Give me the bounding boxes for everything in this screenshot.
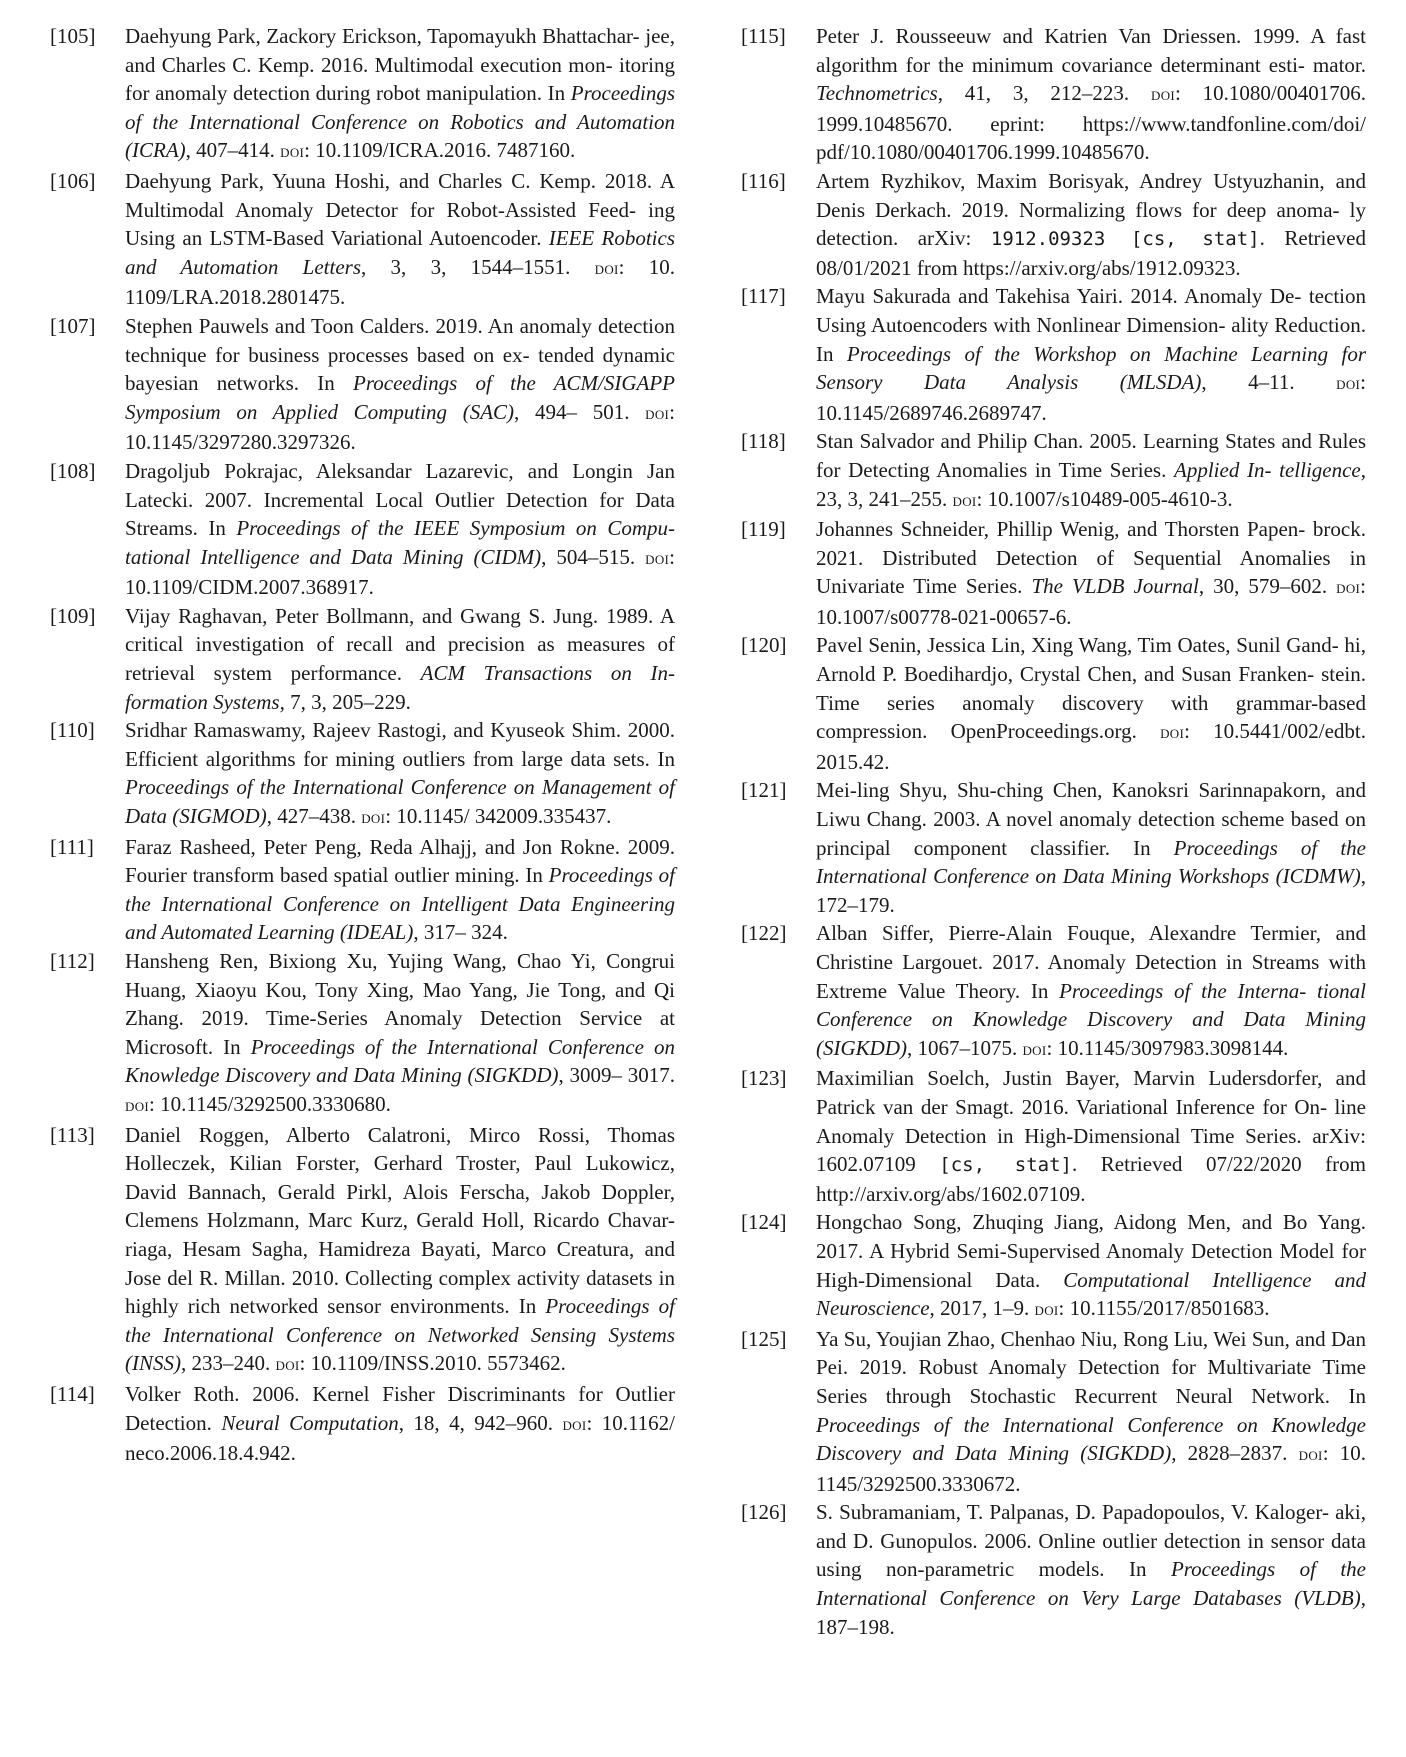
reference-entry	[741, 776, 1366, 919]
reference-entry	[741, 1208, 1366, 1324]
reference-venue: Proceedings of the International Conference on Knowledge Discovery and Data Mining (SIGKDD)	[125, 1034, 675, 1088]
reference-entry	[741, 282, 1366, 427]
reference-text	[816, 1208, 1366, 1324]
reference-venue: Proceedings of the Workshop on Machine Learning for Sensory Data Analysis (MLSDA)	[816, 341, 1366, 395]
reference-segment: : 10.1145/3297280.3297326.	[125, 399, 675, 455]
reference-number: [108]	[50, 458, 96, 483]
reference-column-right	[741, 22, 1366, 1641]
doi-label: doi	[1151, 84, 1176, 106]
reference-segment: , 18, 4, 942–960.	[398, 1410, 563, 1435]
reference-entry	[741, 1498, 1366, 1641]
reference-number: [107]	[50, 313, 96, 338]
reference-number: [123]	[741, 1066, 787, 1091]
reference-text	[125, 22, 675, 167]
reference-number: [114]	[50, 1381, 95, 1406]
reference-number: [110]	[50, 718, 95, 743]
reference-segment: , 317– 324.	[413, 920, 508, 945]
reference-segment: : 10. 1109/LRA.2018.2801475.	[125, 254, 676, 310]
reference-segment: : 10.1155/2017/8501683.	[1058, 1296, 1270, 1321]
reference-segment: . Retrieved 08/01/2021 from https://arxiv.org/abs/1912.09323.	[816, 226, 1366, 280]
reference-segment: Hansheng Ren, Bixiong Xu, Yujing Wang, Chao Yi, Congrui Huang, Xiaoyu Kou, Tony Xing, Mao Yang, Jie Tong, and Qi Zhang. 2019. Time-Series Anomaly Detection Service at Microsoft. In	[125, 949, 675, 1059]
reference-segment: , 23, 3, 241–255.	[816, 457, 1366, 511]
reference-entry	[741, 427, 1366, 515]
reference-segment: Daniel Roggen, Alberto Calatroni, Mirco Rossi, Thomas Holleczek, Kilian Forster, Gerhard Troster, Paul Lukowicz, David Bannach, Gerald Pirkl, Alois Ferscha, Jakob Doppler, Clemens Holzmann, Marc Kurz, Gerald Holl, Ricardo Chavar- riaga, Hesam Sagha, Hamidreza Bayati, Marco Creatura, and Jose del R. Millan. 2010. Collecting complex activity datasets in highly rich networked sensor environments. In	[125, 1122, 675, 1319]
reference-venue: Proceedings of the International Conference on Management of Data (SIGMOD)	[125, 775, 675, 829]
reference-segment: , 30, 579–602.	[1198, 574, 1337, 599]
doi-label: doi	[562, 1413, 587, 1435]
reference-segment: , 504–515.	[541, 544, 646, 569]
reference-venue: Proceedings of the Interna- tional Conference on Knowledge Discovery and Data Mining (SIGKDD)	[816, 978, 1366, 1060]
reference-segment: Johannes Schneider, Phillip Wenig, and Thorsten Papen- brock. 2021. Distributed Detection of Sequential Anomalies in Univariate Time Series.	[816, 517, 1366, 599]
doi-label: doi	[1298, 1444, 1323, 1466]
doi-label: doi	[1034, 1299, 1059, 1321]
reference-segment: , 3009– 3017.	[558, 1063, 676, 1088]
reference-entry	[50, 602, 675, 716]
reference-text	[816, 515, 1366, 631]
reference-segment: , 407–414.	[185, 138, 281, 163]
arxiv-category: [cs, stat]	[939, 1154, 1072, 1177]
reference-venue: Proceedings of the International Conference on Intelligent Data Engineering and Automated Learning (IDEAL)	[125, 863, 675, 945]
reference-venue: Applied In- telligence	[1174, 457, 1361, 482]
reference-segment: : 10.5441/002/edbt. 2015.42.	[816, 719, 1366, 774]
doi-label: doi	[1022, 1038, 1047, 1060]
reference-segment: , 41, 3, 212–223.	[937, 81, 1151, 106]
reference-number: [105]	[50, 24, 96, 48]
reference-segment: Pavel Senin, Jessica Lin, Xing Wang, Tim Oates, Sunil Gand- hi, Arnold P. Boedihardjo, Crystal Chen, and Susan Franken- stein. Time series anomaly discovery with grammar-based compression. OpenProceedings.org.	[816, 633, 1366, 744]
reference-text	[816, 167, 1366, 282]
reference-text	[125, 167, 675, 312]
reference-segment: Daehyung Park, Yuuna Hoshi, and Charles C. Kemp. 2018. A Multimodal Anomaly Detector for Robot-Assisted Feed- ing Using an LSTM-Based Variational Autoencoder.	[125, 168, 675, 251]
doi-label: doi	[645, 402, 670, 424]
reference-venue: Technometrics	[816, 81, 938, 106]
reference-entry	[50, 22, 675, 167]
reference-segment: Sridhar Ramaswamy, Rajeev Rastogi, and Kyuseok Shim. 2000. Efficient algorithms for mining outliers from large data sets. In	[125, 718, 675, 771]
doi-label: doi	[125, 1094, 150, 1116]
reference-segment: : 10.1080/00401706. 1999.10485670. eprint: https://www.tandfonline.com/doi/ pdf/10.1080/00401706.1999.10485670.	[816, 81, 1367, 165]
reference-venue: Proceedings of the IEEE Symposium on Compu- tational Intelligence and Data Mining (CIDM)	[125, 516, 675, 569]
reference-segment: Volker Roth. 2006. Kernel Fisher Discriminants for Outlier Detection.	[125, 1381, 675, 1435]
reference-venue: Proceedings of the International Conference on Knowledge Discovery and Data Mining (SIGKDD)	[816, 1412, 1366, 1466]
doi-label: doi	[280, 141, 305, 163]
reference-segment: . Retrieved 07/22/2020 from http://arxiv.org/abs/1602.07109.	[816, 1152, 1366, 1206]
reference-segment: : 10.1007/s00778-021-00657-6.	[816, 574, 1367, 629]
reference-venue: Proceedings of the ACM/SIGAPP Symposium on Applied Computing (SAC)	[125, 371, 675, 424]
reference-text	[125, 716, 675, 832]
reference-number: [125]	[741, 1326, 787, 1351]
reference-segment: , 2828–2837.	[1171, 1441, 1299, 1466]
reference-text	[816, 919, 1366, 1064]
reference-segment: : 10.1109/INSS.2010. 5573462.	[299, 1351, 566, 1376]
reference-number: [117]	[741, 284, 786, 309]
reference-venue: The VLDB Journal	[1031, 574, 1199, 599]
reference-segment: Mei-ling Shyu, Shu-ching Chen, Kanoksri Sarinnapakorn, and Liwu Chang. 2003. A novel anomaly detection scheme based on principal component classifier. In	[816, 778, 1366, 860]
reference-venue: Proceedings of the International Conference on Very Large Databases (VLDB)	[816, 1557, 1366, 1611]
reference-number: [119]	[741, 517, 786, 542]
reference-segment: Peter J. Rousseeuw and Katrien Van Driessen. 1999. A fast algorithm for the minimum covariance determinant esti- mator.	[816, 24, 1366, 77]
reference-segment: , 494– 501.	[514, 399, 646, 424]
reference-text	[125, 457, 675, 602]
reference-entry	[741, 22, 1366, 167]
doi-label: doi	[952, 489, 977, 511]
reference-text	[816, 1325, 1366, 1499]
reference-entry	[50, 947, 675, 1121]
reference-segment: , 3, 3, 1544–1551.	[361, 254, 595, 279]
reference-segment: , 187–198.	[816, 1586, 1366, 1639]
reference-entry	[741, 1325, 1366, 1499]
reference-number: [121]	[741, 778, 787, 803]
reference-entry	[50, 457, 675, 602]
reference-segment: Faraz Rasheed, Peter Peng, Reda Alhajj, and Jon Rokne. 2009. Fourier transform based spatial outlier mining. In	[125, 834, 675, 888]
doi-label: doi	[1336, 577, 1361, 599]
doi-label: doi	[361, 807, 386, 829]
reference-venue: Computational Intelligence and Neuroscience	[816, 1267, 1367, 1321]
reference-number: [111]	[50, 834, 94, 859]
reference-segment: S. Subramaniam, T. Palpanas, D. Papadopoulos, V. Kaloger- aki, and D. Gunopulos. 2006. Online outlier detection in sensor data using non-parametric models. In	[816, 1500, 1366, 1582]
reference-text	[125, 312, 675, 457]
reference-segment: Mayu Sakurada and Takehisa Yairi. 2014. Anomaly De- tection Using Autoencoders with Nonlinear Dimension- ality Reduction. In	[816, 284, 1366, 366]
reference-segment: Ya Su, Youjian Zhao, Chenhao Niu, Rong Liu, Wei Sun, and Dan Pei. 2019. Robust Anomaly Detection for Multivariate Time Series through Stochastic Recurrent Neural Network. In	[816, 1326, 1366, 1408]
reference-number: [116]	[741, 168, 786, 193]
reference-segment: , 233–240.	[181, 1351, 276, 1376]
reference-number: [118]	[741, 429, 786, 454]
reference-segment: : 10.1007/s10489-005-4610-3.	[976, 486, 1233, 511]
reference-text	[125, 1380, 675, 1468]
reference-segment: Artem Ryzhikov, Maxim Borisyak, Andrey Ustyuzhanin, and Denis Derkach. 2019. Normalizing flows for deep anoma- ly detection. arXiv:	[816, 168, 1366, 251]
reference-segment: : 10.1162/ neco.2006.18.4.942.	[125, 1410, 676, 1466]
reference-number: [109]	[50, 603, 96, 628]
reference-number: [106]	[50, 168, 96, 193]
reference-number: [124]	[741, 1210, 787, 1235]
reference-venue: IEEE Robotics and Automation Letters	[125, 226, 675, 279]
reference-segment: , 427–438.	[266, 804, 362, 829]
reference-segment: , 4–11.	[1201, 370, 1337, 395]
reference-entry	[741, 1064, 1366, 1208]
reference-entry	[741, 515, 1366, 631]
reference-venue: Neural Computation	[221, 1410, 399, 1435]
reference-number: [112]	[50, 949, 95, 973]
reference-text	[816, 427, 1366, 515]
reference-column-left	[50, 22, 675, 1468]
reference-segment: : 10. 1145/3292500.3330672.	[816, 1441, 1367, 1496]
reference-segment: Maximilian Soelch, Justin Bayer, Marvin Ludersdorfer, and Patrick van der Smagt. 2016. Variational Inference for On- line Anomaly Detection in High-Dimensional Time Series. arXiv: 1602.07109	[816, 1066, 1366, 1177]
reference-segment: Daehyung Park, Zackory Erickson, Tapomayukh Bhattachar- jee, and Charles C. Kemp. 2016. Multimodal execution mon- itoring for anomaly detection during robot manipulation. In	[125, 24, 675, 106]
reference-venue: ACM Transactions on In- formation Systems	[125, 661, 676, 714]
reference-text	[125, 602, 675, 716]
reference-text	[816, 776, 1366, 919]
arxiv-category: 1912.09323 [cs, stat]	[990, 228, 1260, 251]
reference-segment: : 10.1145/ 342009.335437.	[385, 804, 612, 829]
reference-number: [122]	[741, 921, 787, 946]
reference-segment: Hongchao Song, Zhuqing Jiang, Aidong Men, and Bo Yang. 2017. A Hybrid Semi-Supervised Anomaly Detection Model for High-Dimensional Data.	[816, 1210, 1366, 1292]
reference-venue: Proceedings of the International Conference on Networked Sensing Systems (INSS)	[125, 1294, 675, 1376]
doi-label: doi	[645, 547, 670, 569]
reference-text	[125, 1121, 675, 1380]
doi-label: doi	[594, 257, 619, 279]
reference-segment: Alban Siffer, Pierre-Alain Fouque, Alexandre Termier, and Christine Largouet. 2017. Anomaly Detection in Streams with Extreme Value Theory. In	[816, 921, 1366, 1003]
reference-entry	[741, 167, 1366, 282]
reference-venue: Proceedings of the International Conference on Data Mining Workshops (ICDMW)	[816, 835, 1366, 889]
reference-segment: : 10.1109/CIDM.2007.368917.	[125, 544, 675, 600]
doi-label: doi	[1160, 722, 1185, 744]
reference-segment: , 1067–1075.	[906, 1035, 1023, 1060]
doi-label: doi	[1336, 373, 1361, 395]
reference-entry	[50, 716, 675, 832]
reference-segment: : 10.1109/ICRA.2016. 7487160.	[304, 138, 576, 163]
reference-text	[125, 947, 675, 1121]
reference-entry	[50, 833, 675, 947]
reference-entry	[741, 631, 1366, 776]
reference-number: [113]	[50, 1122, 95, 1147]
reference-entry	[741, 919, 1366, 1064]
doi-label: doi	[275, 1354, 300, 1376]
reference-segment: Stan Salvador and Philip Chan. 2005. Learning States and Rules for Detecting Anomalies in Time Series.	[816, 429, 1366, 482]
reference-entry	[50, 1380, 675, 1468]
reference-segment: , 2017, 1–9.	[929, 1296, 1035, 1321]
reference-number: [120]	[741, 633, 787, 658]
reference-text	[125, 833, 675, 947]
reference-text	[816, 282, 1366, 427]
reference-segment: Dragoljub Pokrajac, Aleksandar Lazarevic, and Longin Jan Latecki. 2007. Incremental Local Outlier Detection for Data Streams. In	[125, 458, 675, 541]
reference-segment: , 7, 3, 205–229.	[279, 689, 411, 714]
reference-segment: , 172–179.	[816, 864, 1366, 917]
reference-text	[816, 22, 1366, 167]
reference-entry	[50, 1121, 675, 1380]
reference-segment: Stephen Pauwels and Toon Calders. 2019. An anomaly detection technique for business processes based on ex- tended dynamic bayesian networks. In	[125, 313, 675, 396]
reference-segment: : 10.1145/3292500.3330680.	[149, 1091, 391, 1116]
reference-segment: : 10.1145/3097983.3098144.	[1046, 1035, 1289, 1060]
reference-entry	[50, 312, 675, 457]
reference-text	[816, 1498, 1366, 1641]
reference-number: [126]	[741, 1500, 787, 1525]
reference-text	[816, 631, 1366, 776]
reference-text	[816, 1064, 1366, 1208]
reference-segment: Vijay Raghavan, Peter Bollmann, and Gwang S. Jung. 1989. A critical investigation of recall and precision as measures of retrieval system performance.	[125, 603, 675, 686]
reference-venue: Proceedings of the International Conference on Robotics and Automation (ICRA)	[125, 81, 675, 163]
reference-segment: : 10.1145/2689746.2689747.	[816, 370, 1366, 425]
reference-entry	[50, 167, 675, 312]
reference-number: [115]	[741, 24, 786, 48]
